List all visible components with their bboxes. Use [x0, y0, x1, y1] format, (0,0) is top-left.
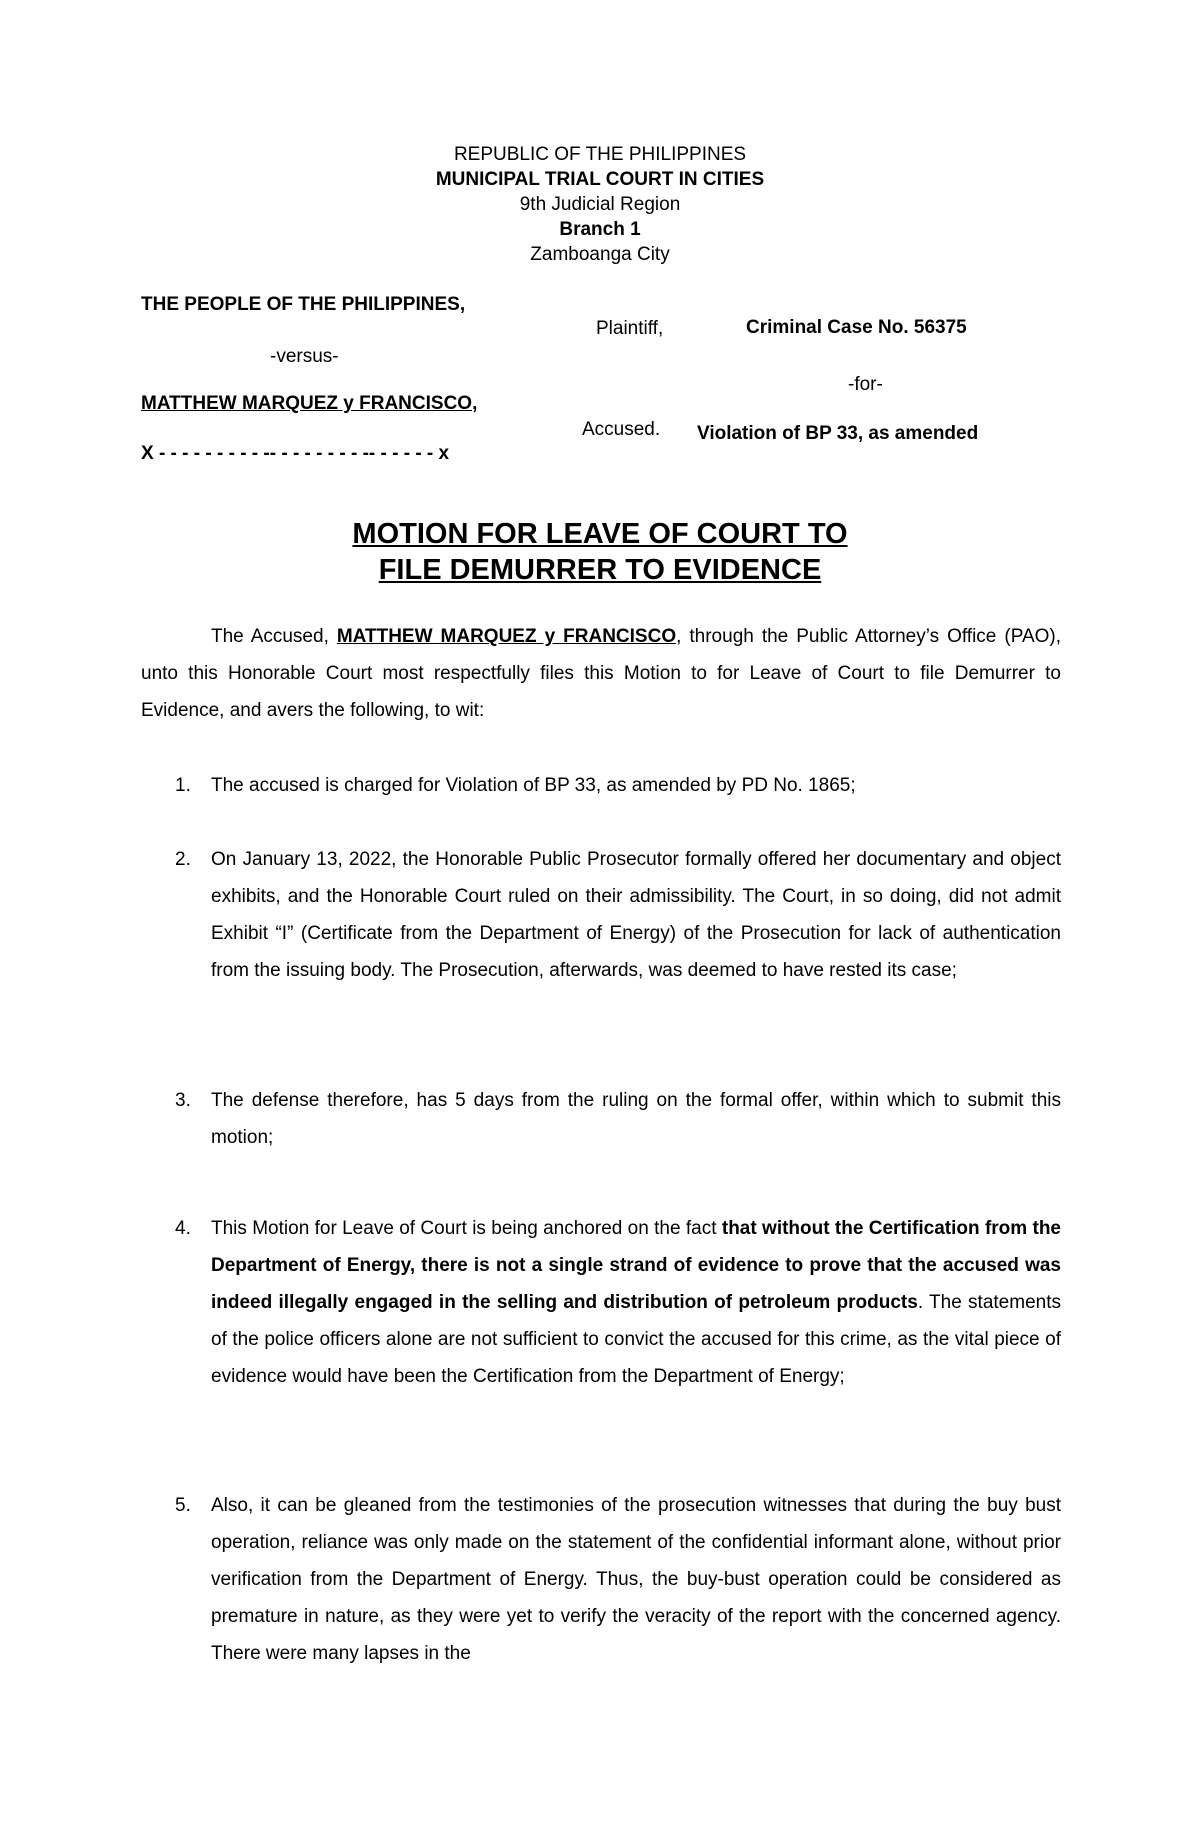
case-number: Criminal Case No. 56375: [746, 317, 967, 338]
republic-line: REPUBLIC OF THE PHILIPPINES: [453, 144, 747, 165]
versus-label: -versus-: [270, 346, 339, 367]
motion-title: [0, 516, 1200, 588]
item-text: [211, 1210, 1061, 1395]
judicial-region: 9th Judicial Region: [519, 194, 681, 215]
item-bold-text: that without the Certification from the Department of Energy, there is not a single strand of evidence to prove that the accused was indeed illegally engaged in the selling and distribution of petroleum products: [211, 1218, 1062, 1313]
for-label: -for-: [848, 374, 883, 395]
item-text: Also, it can be gleaned from the testimonies of the prosecution witnesses that during the buy bust operation, reliance was only made on the statement of the confidential informant alone, without prior verification from the Department of Energy. Thus, the buy-bust operation could be considered as premature in nature, as they were yet to verify the veracity of the report with the concerned agency. There were many lapses in the: [211, 1495, 1061, 1664]
item-text-end: . The statements of the police officers alone are not sufficient to convict the accused for this crime, as the vital piece of evidence would have been the Certification from the Department of Energy;: [211, 1292, 1061, 1387]
intro-accused-name: MATTHEW MARQUEZ y FRANCISCO: [336, 626, 677, 647]
item-number: 2.: [175, 849, 191, 870]
item-text-start: This Motion for Leave of Court is being anchored on the fact: [211, 1218, 722, 1239]
intro-paragraph: [141, 618, 1061, 729]
plaintiff-label: Plaintiff,: [596, 318, 664, 339]
item-number: 4.: [175, 1218, 191, 1239]
accused-name: MATTHEW MARQUEZ y FRANCISCO,: [141, 393, 478, 414]
title-line-2: FILE DEMURRER TO EVIDENCE: [378, 554, 822, 586]
charge: Violation of BP 33, as amended: [697, 423, 979, 444]
city: Zamboanga City: [530, 244, 670, 265]
item-text: The defense therefore, has 5 days from the ruling on the formal offer, within which to submit this motion;: [211, 1090, 1061, 1148]
court-name: MUNICIPAL TRIAL COURT IN CITIES: [435, 169, 765, 190]
title-line-1: MOTION FOR LEAVE OF COURT TO: [352, 518, 848, 550]
item-number: 1.: [175, 775, 191, 796]
caption-separator: X - - - - - - - - - -- - - - - - - - -- - - - - - x: [141, 443, 450, 464]
plaintiff-name: THE PEOPLE OF THE PHILIPPINES,: [141, 294, 466, 315]
intro-text-start: The Accused,: [211, 626, 337, 647]
item-text: The accused is charged for Violation of BP 33, as amended by PD No. 1865;: [211, 775, 856, 796]
intro-text-end: , through the Public Attorney’s Office (PAO), unto this Honorable Court most respectfully files this Motion to for Leave of Court to file Demurrer to Evidence, and avers the following, to wit:: [141, 626, 1062, 721]
item-number: 3.: [175, 1090, 191, 1111]
court-header: [0, 142, 1200, 267]
item-text: On January 13, 2022, the Honorable Public Prosecutor formally offered her documentary and object exhibits, and the Honorable Court ruled on their admissibility. The Court, in so doing, did not admit Exhibit “I” (Certificate from the Department of Energy) of the Prosecution for lack of authentication from the issuing body. The Prosecution, afterwards, was deemed to have rested its case;: [211, 849, 1061, 981]
item-number: 5.: [175, 1495, 191, 1516]
accused-label: Accused.: [582, 419, 661, 440]
branch: Branch 1: [559, 219, 641, 240]
